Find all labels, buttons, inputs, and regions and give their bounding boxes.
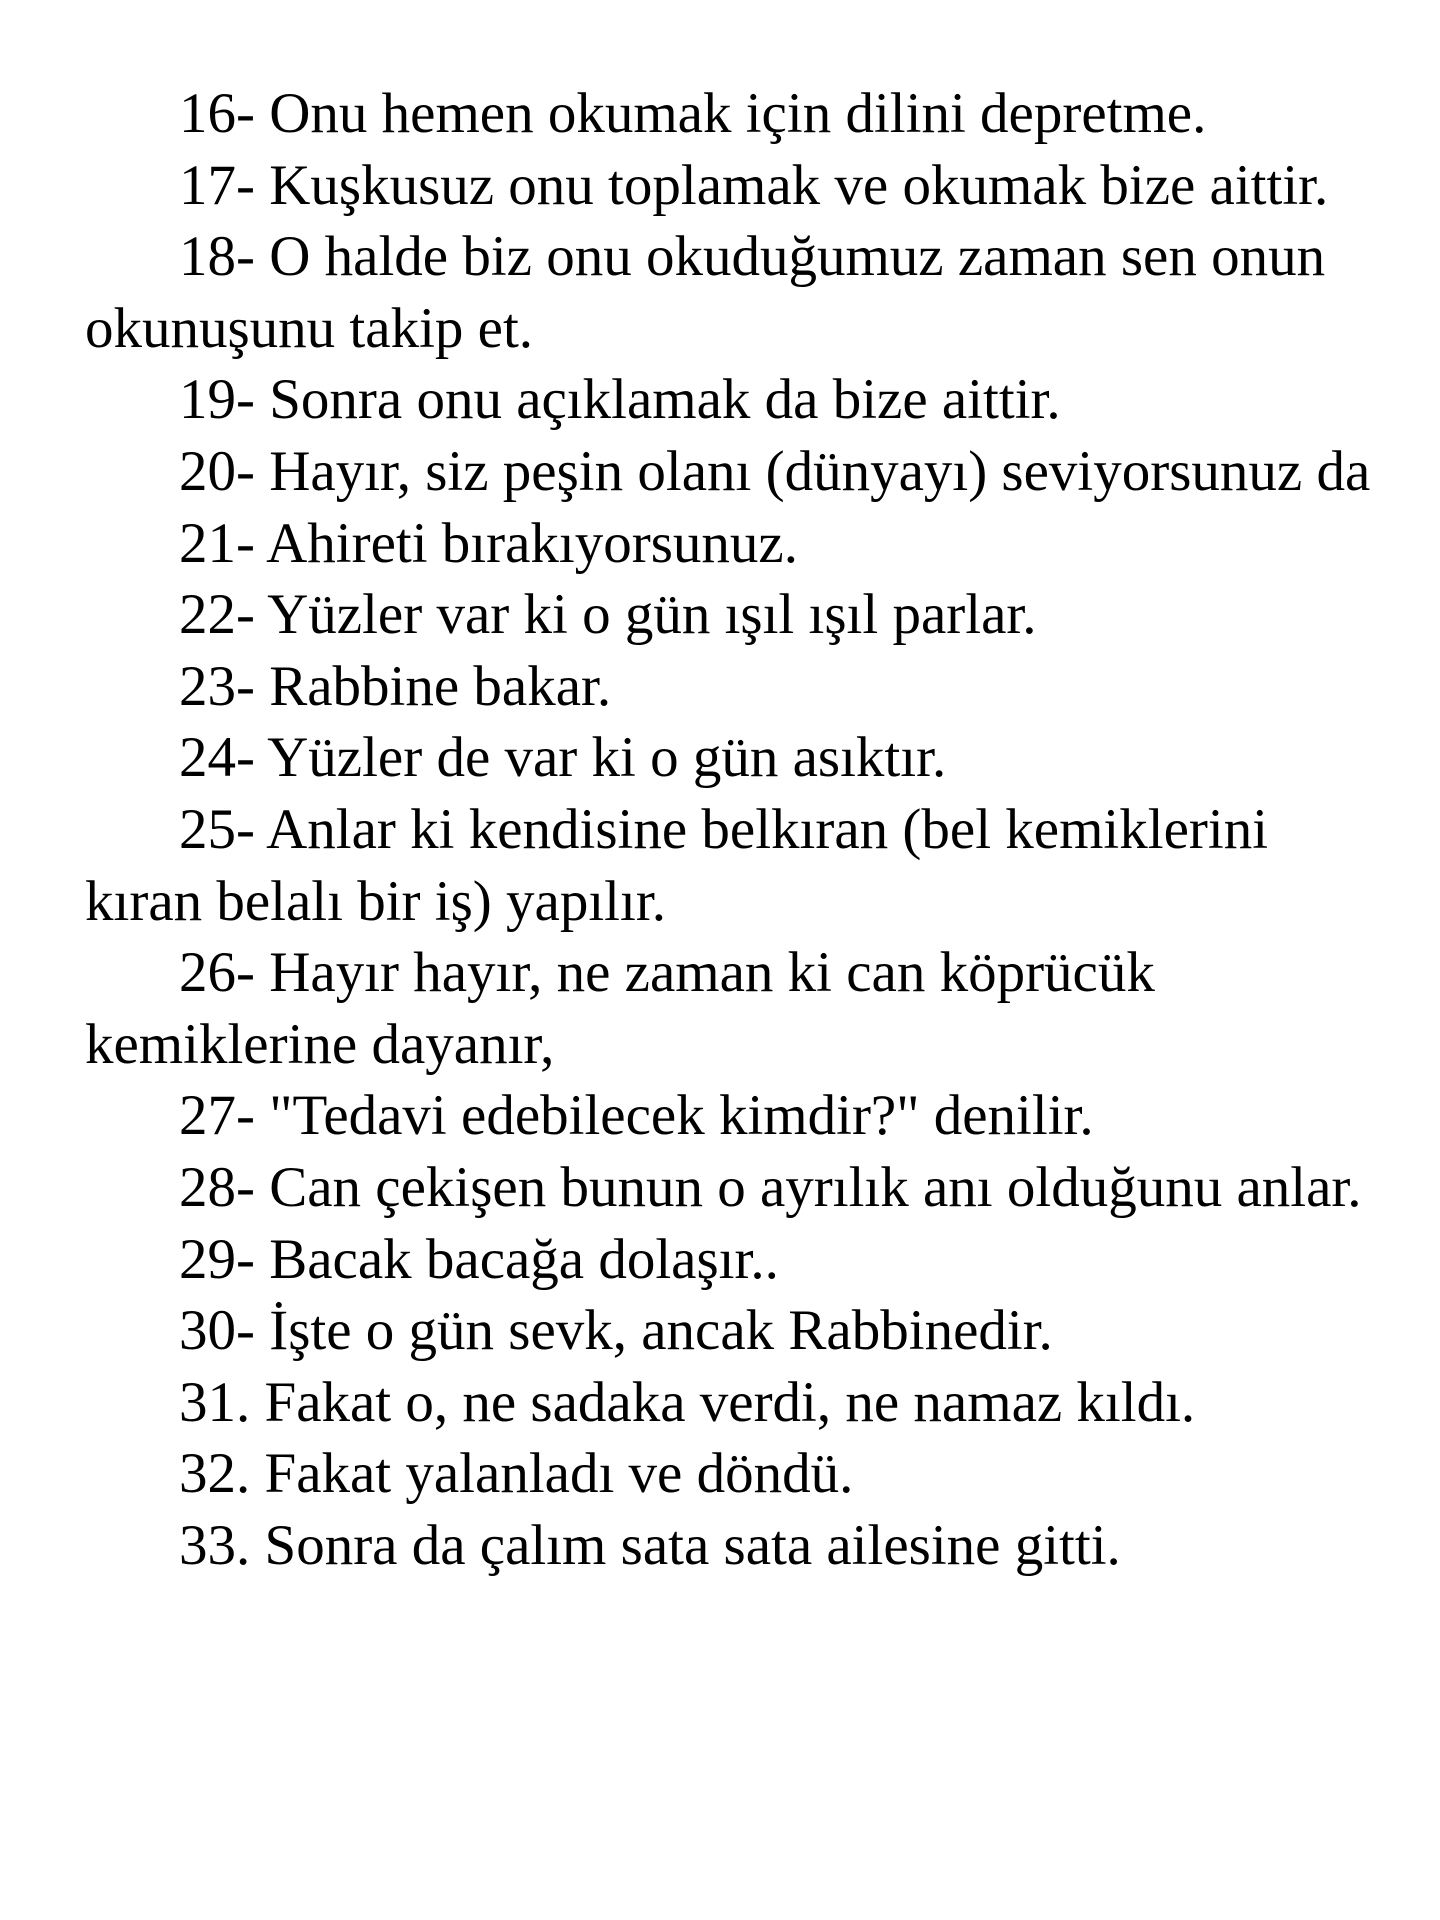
verse-30 bbox=[85, 1295, 1380, 1367]
verse-19 bbox=[85, 364, 1380, 436]
verse-22 bbox=[85, 579, 1380, 651]
verse-text: 20- Hayır, siz peşin olanı (dünyayı) seviyorsunuz da bbox=[179, 439, 1371, 503]
verse-text: 17- Kuşkusuz onu toplamak ve okumak bize aittir. bbox=[179, 153, 1329, 217]
verse-text: 24- Yüzler de var ki o gün asıktır. bbox=[179, 726, 947, 790]
verse-29 bbox=[85, 1224, 1380, 1296]
verse-20 bbox=[85, 436, 1380, 508]
verse-28 bbox=[85, 1152, 1380, 1224]
verse-text: 31. Fakat o, ne sadaka verdi, ne namaz kıldı. bbox=[179, 1370, 1196, 1434]
verse-text: 28- Can çekişen bunun o ayrılık anı olduğunu anlar. bbox=[179, 1155, 1362, 1219]
verse-text: 26- Hayır hayır, ne zaman ki can köprücük kemiklerine dayanır, bbox=[85, 941, 1155, 1076]
verse-18 bbox=[85, 221, 1380, 364]
verse-text: 33. Sonra da çalım sata sata ailesine gitti. bbox=[179, 1513, 1121, 1577]
verse-text: 27- "Tedavi edebilecek kimdir?" denilir. bbox=[179, 1084, 1094, 1148]
verse-24 bbox=[85, 722, 1380, 794]
verse-text: 32. Fakat yalanladı ve döndü. bbox=[179, 1442, 854, 1506]
verse-32 bbox=[85, 1438, 1380, 1510]
verse-17 bbox=[85, 150, 1380, 222]
verse-25 bbox=[85, 794, 1380, 937]
verse-21 bbox=[85, 508, 1380, 580]
verse-26 bbox=[85, 937, 1380, 1080]
verse-text: 22- Yüzler var ki o gün ışıl ışıl parlar. bbox=[179, 583, 1037, 647]
verse-text: 16- Onu hemen okumak için dilini depretme. bbox=[179, 82, 1207, 145]
verse-text: 30- İşte o gün sevk, ancak Rabbinedir. bbox=[179, 1299, 1053, 1363]
verse-text: 25- Anlar ki kendisine belkıran (bel kemiklerini kıran belalı bir iş) yapılır. bbox=[85, 797, 1269, 933]
verse-27 bbox=[85, 1080, 1380, 1152]
verse-31 bbox=[85, 1367, 1380, 1439]
verse-text: 18- O halde biz onu okuduğumuz zaman sen onun okunuşunu takip et. bbox=[85, 225, 1326, 360]
verse-33 bbox=[85, 1510, 1380, 1582]
verse-16 bbox=[85, 78, 1380, 150]
verse-text: 19- Sonra onu açıklamak da bize aittir. bbox=[179, 368, 1061, 432]
verse-text: 23- Rabbine bakar. bbox=[179, 654, 612, 718]
verse-text: 21- Ahireti bırakıyorsunuz. bbox=[179, 511, 798, 575]
verse-text: 29- Bacak bacağa dolaşır.. bbox=[179, 1227, 779, 1291]
verse-23 bbox=[85, 651, 1380, 723]
